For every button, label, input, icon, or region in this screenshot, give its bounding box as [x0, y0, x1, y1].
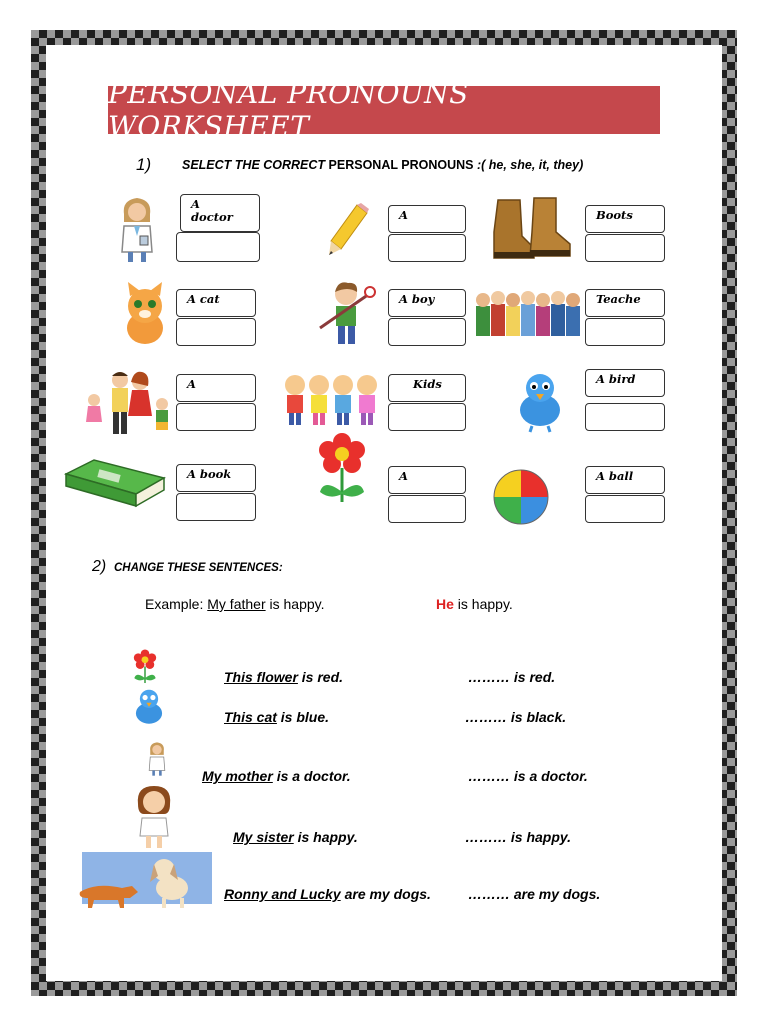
sentence-rest: is a doctor.: [276, 768, 351, 784]
answer-box-bird[interactable]: [585, 403, 665, 431]
answer-box-teachers[interactable]: [585, 318, 665, 346]
book-icon: [64, 458, 166, 508]
answer-box-flower[interactable]: [388, 495, 466, 523]
answer-box-doctor[interactable]: [176, 232, 260, 262]
label-box-doctor: A doctor: [180, 194, 260, 232]
dogs-icon: [76, 852, 212, 910]
example-answer-rest: is happy.: [457, 596, 513, 612]
answer-box-book[interactable]: [176, 493, 256, 521]
sentence-subject: My sister: [233, 829, 294, 845]
sentence-rest: is happy.: [297, 829, 358, 845]
sentence-2: [224, 709, 329, 725]
sentence-1: [224, 669, 343, 685]
sentence-rest: is blue.: [280, 709, 330, 725]
answer-1[interactable]: ……… is red.: [468, 669, 556, 685]
answer-4[interactable]: ……… is happy.: [465, 829, 572, 845]
sentence-subject: This flower: [224, 669, 298, 685]
example-subject: My father: [207, 596, 266, 612]
answer-box-family[interactable]: [176, 403, 256, 431]
doctor-icon: [112, 192, 162, 264]
example-pronoun: He: [436, 596, 454, 612]
flower-icon: [316, 434, 368, 504]
sentence-rest: are my dogs.: [344, 886, 431, 902]
label-box-flower: A: [388, 466, 466, 494]
section-2-instruction: CHANGE THESE SENTENCES:: [114, 562, 283, 574]
sentence-rest: is red.: [301, 669, 344, 685]
teachers-icon: [476, 288, 582, 336]
answer-5[interactable]: ……… are my dogs.: [468, 886, 601, 902]
sentence-3: [202, 768, 351, 784]
answer-box-kids[interactable]: [388, 403, 466, 431]
label-box-book: A book: [176, 464, 256, 492]
answer-box-boy[interactable]: [388, 318, 466, 346]
boy-icon: [318, 280, 376, 346]
section-2-number: 2): [92, 558, 107, 575]
family-icon: [84, 370, 176, 436]
kids-icon: [283, 373, 379, 427]
ball-icon: [492, 468, 550, 526]
label-box-pencil: A: [388, 205, 466, 233]
instruction-personal-pronouns: PERSONAL PRONOUNS: [328, 158, 474, 172]
sentence-subject: Ronny and Lucky: [224, 886, 341, 902]
label-box-ball: A ball: [585, 466, 665, 494]
example-sentence: [145, 596, 325, 612]
sentence-subject: My mother: [202, 768, 273, 784]
worksheet-title: PERSONAL PRONOUNS WORKSHEET: [108, 86, 660, 134]
boots-icon: [490, 196, 574, 262]
answer-box-pencil[interactable]: [388, 234, 466, 262]
label-box-cat: A cat: [176, 289, 256, 317]
small-bird-icon: [132, 688, 166, 728]
small-flower-icon: [132, 650, 158, 684]
label-box-boy: A boy: [388, 289, 466, 317]
instruction-options: :( he, she, it, they): [476, 158, 584, 172]
answer-box-cat[interactable]: [176, 318, 256, 346]
cat-icon: [118, 282, 172, 346]
label-box-teachers: Teache: [585, 289, 665, 317]
small-doctor-icon: [144, 734, 170, 782]
bird-icon: [514, 372, 566, 432]
answer-2[interactable]: ……… is black.: [465, 709, 567, 725]
sentence-5: [224, 886, 431, 902]
example-answer: [436, 596, 513, 612]
label-box-bird: A bird: [585, 369, 665, 397]
sentence-subject: This cat: [224, 709, 277, 725]
example-label: Example:: [145, 596, 204, 612]
section-1-number: 1): [136, 155, 152, 174]
label-box-kids: Kids: [388, 374, 466, 402]
pencil-icon: [327, 203, 369, 257]
answer-box-ball[interactable]: [585, 495, 665, 523]
answer-3[interactable]: ……… is a doctor.: [468, 768, 588, 784]
answer-box-boots[interactable]: [585, 234, 665, 262]
label-box-family: A: [176, 374, 256, 402]
instruction-start: SELECT THE CORRECT: [182, 158, 326, 172]
sentence-4: [233, 829, 358, 845]
section-1-instruction: [182, 158, 583, 172]
label-box-boots: Boots: [585, 205, 665, 233]
woman-icon: [134, 784, 174, 850]
example-rest: is happy.: [269, 596, 325, 612]
